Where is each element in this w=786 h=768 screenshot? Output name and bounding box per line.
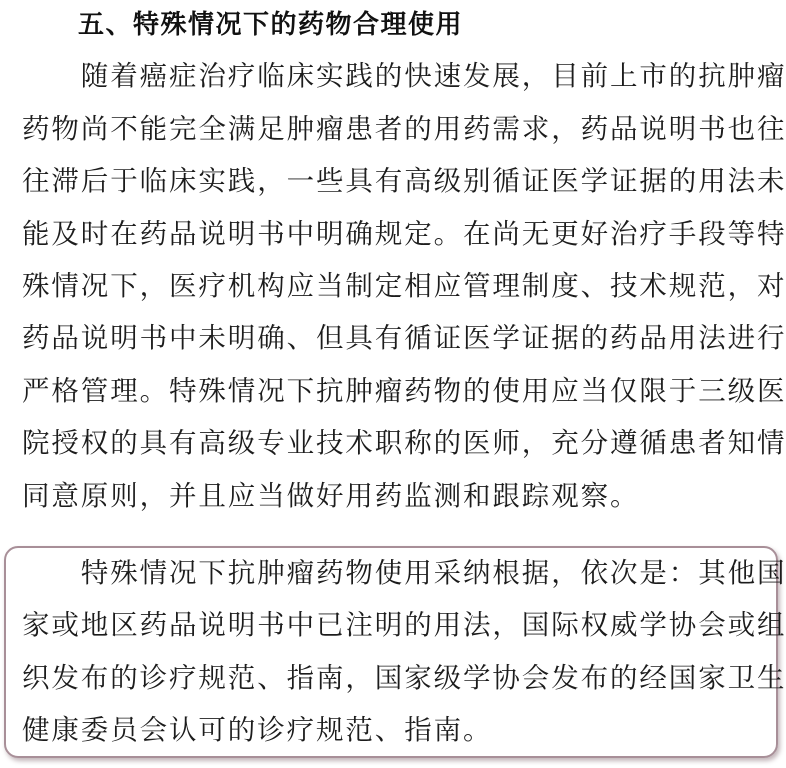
section-heading: 五、特殊情况下的药物合理使用 <box>78 10 464 40</box>
callout-line: 特殊情况下抗肿瘤药物使用采纳根据，依次是：其他国 <box>22 557 786 589</box>
paragraph-line: 同意原则，并且应当做好用药监测和跟踪观察。 <box>22 480 640 512</box>
paragraph-line: 严格管理。特殊情况下抗肿瘤药物的使用应当仅限于三级医 <box>22 375 786 407</box>
paragraph-line: 药物尚不能完全满足肿瘤患者的用药需求，药品说明书也往 <box>22 113 786 145</box>
paragraph-line: 药品说明书中未明确、但具有循证医学证据的药品用法进行 <box>22 322 786 354</box>
paragraph-line: 院授权的具有高级专业技术职称的医师，充分遵循患者知情 <box>22 427 786 459</box>
callout-line: 家或地区药品说明书中已注明的用法，国际权威学协会或组 <box>22 609 786 641</box>
paragraph-line: 随着癌症治疗临床实践的快速发展，目前上市的抗肿瘤 <box>22 60 786 92</box>
callout-line: 健康委员会认可的诊疗规范、指南。 <box>22 714 493 746</box>
paragraph-line: 能及时在药品说明书中明确规定。在尚无更好治疗手段等特 <box>22 218 786 250</box>
paragraph-line: 殊情况下，医疗机构应当制定相应管理制度、技术规范，对 <box>22 270 786 302</box>
paragraph-line: 往滞后于临床实践，一些具有高级别循证医学证据的用法未 <box>22 165 786 197</box>
callout-line: 织发布的诊疗规范、指南，国家级学协会发布的经国家卫生 <box>22 662 786 694</box>
